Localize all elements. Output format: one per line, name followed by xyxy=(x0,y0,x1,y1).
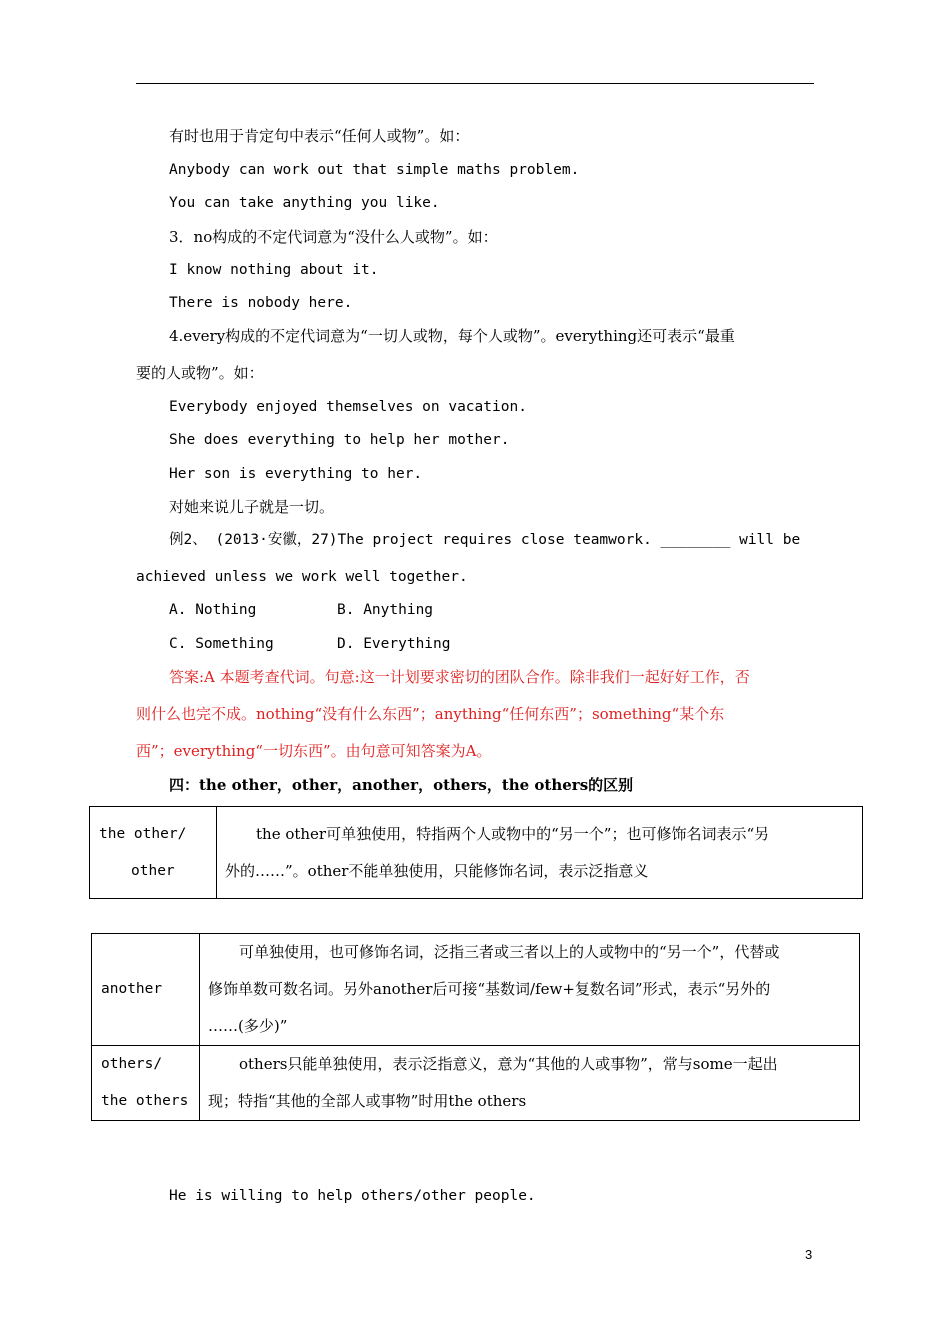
label-line: others/ xyxy=(101,1056,163,1072)
text-line: 有时也用于肯定句中表示“任何人或物”。如： xyxy=(169,127,470,145)
answer-explanation: 则什么也完不成。nothing“没有什么东西”；anything“任何东西”；something“某个东 xyxy=(136,705,725,723)
desc-line: 修饰单数可数名词。另外another后可接“基数词/few+复数名词”形式，表示“另外的 xyxy=(208,980,771,998)
page-number: 3 xyxy=(805,1247,813,1262)
example-sentence: Anybody can work out that simple maths problem. xyxy=(169,162,580,178)
desc-line: others只能单独使用，表示泛指意义，意为“其他的人或事物”，常与some一起出 xyxy=(239,1055,778,1073)
label-line: the others xyxy=(101,1093,189,1109)
rule-heading: 4.every构成的不定代词意为“一切人或物，每个人或物”。everything还可表示“最重 xyxy=(169,327,735,345)
table-label-cell: another xyxy=(92,934,200,1046)
option-a: A. Nothing xyxy=(169,602,257,618)
table-row xyxy=(92,1046,860,1121)
translation: 对她来说儿子就是一切。 xyxy=(169,498,335,516)
comparison-table-1 xyxy=(89,806,863,899)
rule-heading-continued: 要的人或物”。如： xyxy=(136,364,264,382)
label-line: the other/ xyxy=(99,825,187,842)
header-rule xyxy=(136,83,814,84)
table-label-cell xyxy=(90,807,217,899)
example-sentence: You can take anything you like. xyxy=(169,195,440,211)
desc-line: 现；特指“其他的全部人或事物”时用the others xyxy=(208,1092,527,1110)
example-sentence: Everybody enjoyed themselves on vacation. xyxy=(169,399,527,415)
table-label-cell xyxy=(92,1046,200,1121)
rule-heading: 3．no构成的不定代词意为“没什么人或物”。如： xyxy=(169,228,498,246)
table-desc-cell xyxy=(200,1046,860,1121)
example-question-continued: achieved unless we work well together. xyxy=(136,569,468,585)
label-line: other xyxy=(131,862,175,879)
table-desc-cell xyxy=(200,934,860,1046)
example-sentence: He is willing to help others/other people. xyxy=(169,1188,536,1204)
desc-line: 外的……”。other不能单独使用，只能修饰名词，表示泛指意义 xyxy=(225,861,649,880)
desc-line: ……(多少)” xyxy=(208,1017,288,1035)
option-d: D. Everything xyxy=(337,636,451,652)
answer-explanation: 西”；everything“一切东西”。由句意可知答案为A。 xyxy=(136,742,492,760)
table-row xyxy=(90,807,863,899)
comparison-table-2 xyxy=(91,933,860,1121)
table-desc-cell xyxy=(217,807,863,899)
option-c: C. Something xyxy=(169,636,274,652)
desc-line: 可单独使用，也可修饰名词，泛指三者或三者以上的人或物中的“另一个”，代替或 xyxy=(239,943,780,961)
example-sentence: Her son is everything to her. xyxy=(169,466,423,482)
option-b: B. Anything xyxy=(337,602,434,618)
answer-explanation: 答案:A 本题考查代词。句意:这一计划要求密切的团队合作。除非我们一起好好工作，否 xyxy=(169,668,750,686)
example-question: 例2、 (2013·安徽，27)The project requires close teamwork. ________ will be xyxy=(169,532,801,548)
section-heading: 四：the other，other，another，others，the others的区别 xyxy=(169,776,634,794)
table-row xyxy=(92,934,860,1046)
example-sentence: There is nobody here. xyxy=(169,295,353,311)
desc-line: the other可单独使用，特指两个人或物中的“另一个”；也可修饰名词表示“另 xyxy=(256,824,770,843)
example-sentence: She does everything to help her mother. xyxy=(169,432,510,448)
example-sentence: I know nothing about it. xyxy=(169,262,379,278)
